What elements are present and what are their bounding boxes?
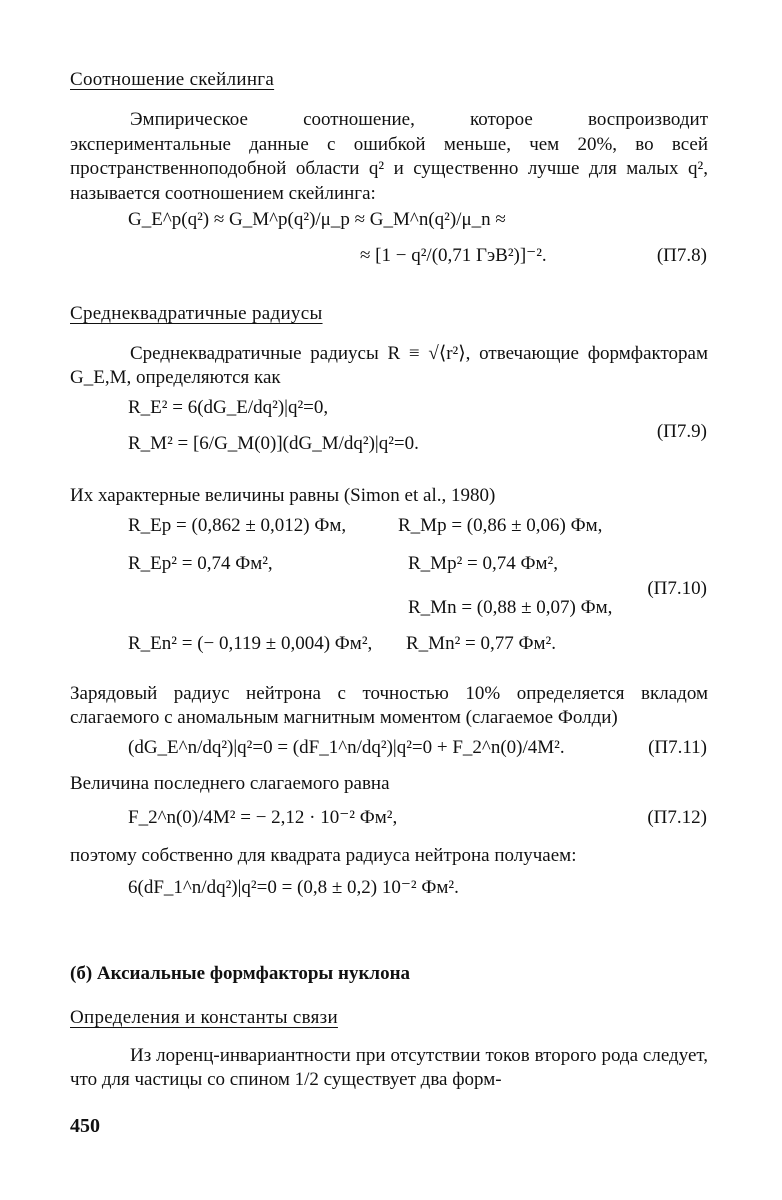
- paragraph-lorentz: Из лоренц-инвариантности при отсутствии токов второго рода следует, что для частицы со спином 1/2 существует два форм-: [70, 1045, 708, 1090]
- therefore-text: поэтому собственно для квадрата радиуса нейтрона получаем:: [70, 845, 577, 866]
- equation-p7-9-line1: R_E² = 6(dG_E/dq²)|q²=0,: [128, 397, 329, 418]
- section-heading-scaling: Соотношение скейлинга: [70, 69, 275, 90]
- equation-p7-12: F_2^n(0)/4M² = − 2,12 · 10⁻² Фм²,: [128, 807, 398, 828]
- value-rep: R_Ep = (0,862 ± 0,012) Фм,: [128, 515, 347, 536]
- last-term-intro: Величина последнего слагаемого равна: [70, 773, 390, 794]
- equation-p7-11: (dG_E^n/dq²)|q²=0 = (dF_1^n/dq²)|q²=0 + F_2^n(0)/4M².: [128, 737, 565, 758]
- equation-final: 6(dF_1^n/dq²)|q²=0 = (0,8 ± 0,2) 10⁻² Фм².: [128, 877, 459, 898]
- equation-number-p7-10: (П7.10): [647, 578, 707, 599]
- equation-number-p7-11: (П7.11): [648, 737, 707, 758]
- equation-p7-8-line1: G_E^p(q²) ≈ G_M^p(q²)/μ_p ≈ G_M^n(q²)/μ_n ≈: [128, 209, 506, 230]
- section-heading-definitions: Определения и константы связи: [70, 1007, 338, 1028]
- value-rmn: R_Mn = (0,88 ± 0,07) Фм,: [408, 597, 613, 618]
- value-rep-squared: R_Ep² = 0,74 Фм²,: [128, 553, 273, 574]
- equation-number-p7-9: (П7.9): [656, 421, 707, 442]
- value-rmp: R_Mp = (0,86 ± 0,06) Фм,: [398, 515, 603, 536]
- value-rmp-squared: R_Mp² = 0,74 Фм²,: [408, 553, 558, 574]
- values-intro: Их характерные величины равны (Simon et al., 1980): [70, 485, 496, 506]
- paragraph-radii: Среднеквадратичные радиусы R ≡ √⟨r²⟩, отвечающие формфакторам G_E,M, определяются как: [70, 343, 708, 388]
- section-heading-axial: (б) Аксиальные формфакторы нуклона: [70, 963, 411, 984]
- page-number: 450: [70, 1115, 100, 1137]
- equation-number-p7-8: (П7.8): [656, 245, 707, 266]
- paragraph-scaling: Эмпирическое соотношение, которое воспроизводит экспериментальные данные с ошибкой меньше, чем 20%, во всей пространственноподобной области q² и существенно лучше для малых q², называется соотношением скейлинга:: [70, 109, 708, 204]
- equation-p7-9-line2: R_M² = [6/G_M(0)](dG_M/dq²)|q²=0.: [128, 433, 419, 454]
- value-rmn-squared: R_Mn² = 0,77 Фм².: [406, 633, 556, 654]
- equation-number-p7-12: (П7.12): [647, 807, 707, 828]
- equation-p7-8-line2: ≈ [1 − q²/(0,71 ГэВ²)]⁻².: [360, 245, 547, 266]
- section-heading-radii: Среднеквадратичные радиусы: [70, 303, 323, 324]
- value-ren-squared: R_En² = (− 0,119 ± 0,004) Фм²,: [128, 633, 373, 654]
- paragraph-charge-radius: Зарядовый радиус нейтрона с точностью 10% определяется вкладом слагаемого с аномальным магнитным моментом (слагаемое Фолди): [70, 683, 708, 728]
